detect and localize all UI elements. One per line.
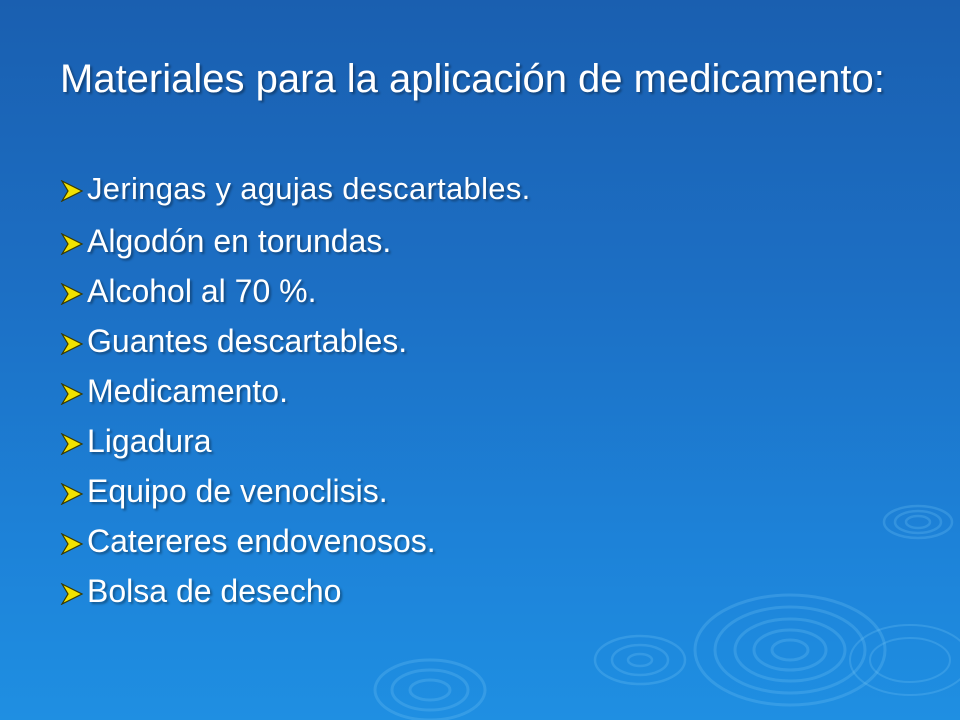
list-item bbox=[60, 368, 531, 418]
list-item bbox=[60, 268, 531, 318]
list-item bbox=[60, 568, 531, 618]
list-item bbox=[60, 166, 531, 218]
list-item-label: Catereres endovenosos. bbox=[87, 523, 436, 559]
slide-title: Materiales para la aplicación de medicamento: bbox=[60, 57, 885, 101]
chevron-right-arrow-icon bbox=[60, 333, 84, 355]
list-item bbox=[60, 318, 531, 368]
chevron-right-arrow-icon bbox=[60, 483, 84, 505]
chevron-right-arrow-icon bbox=[60, 383, 84, 405]
chevron-right-arrow-icon bbox=[60, 283, 84, 305]
list-item-label: Algodón en torundas. bbox=[87, 223, 392, 259]
list-item bbox=[60, 418, 531, 468]
chevron-right-arrow-icon bbox=[60, 433, 84, 455]
chevron-right-arrow-icon bbox=[60, 533, 84, 555]
chevron-right-arrow-icon bbox=[60, 180, 84, 202]
list-item-label: Equipo de venoclisis. bbox=[87, 473, 388, 509]
list-item-label: Ligadura bbox=[87, 423, 212, 459]
materials-list bbox=[60, 166, 531, 618]
chevron-right-arrow-icon bbox=[60, 233, 84, 255]
list-item bbox=[60, 518, 531, 568]
list-item-label: Bolsa de desecho bbox=[87, 573, 342, 609]
list-item bbox=[60, 218, 531, 268]
chevron-right-arrow-icon bbox=[60, 583, 84, 605]
list-item-label: Alcohol al 70 %. bbox=[87, 273, 317, 309]
list-item-label: Guantes descartables. bbox=[87, 323, 408, 359]
list-item-label: Jeringas y agujas descartables. bbox=[87, 171, 531, 206]
list-item bbox=[60, 468, 531, 518]
list-item-label: Medicamento. bbox=[87, 373, 288, 409]
